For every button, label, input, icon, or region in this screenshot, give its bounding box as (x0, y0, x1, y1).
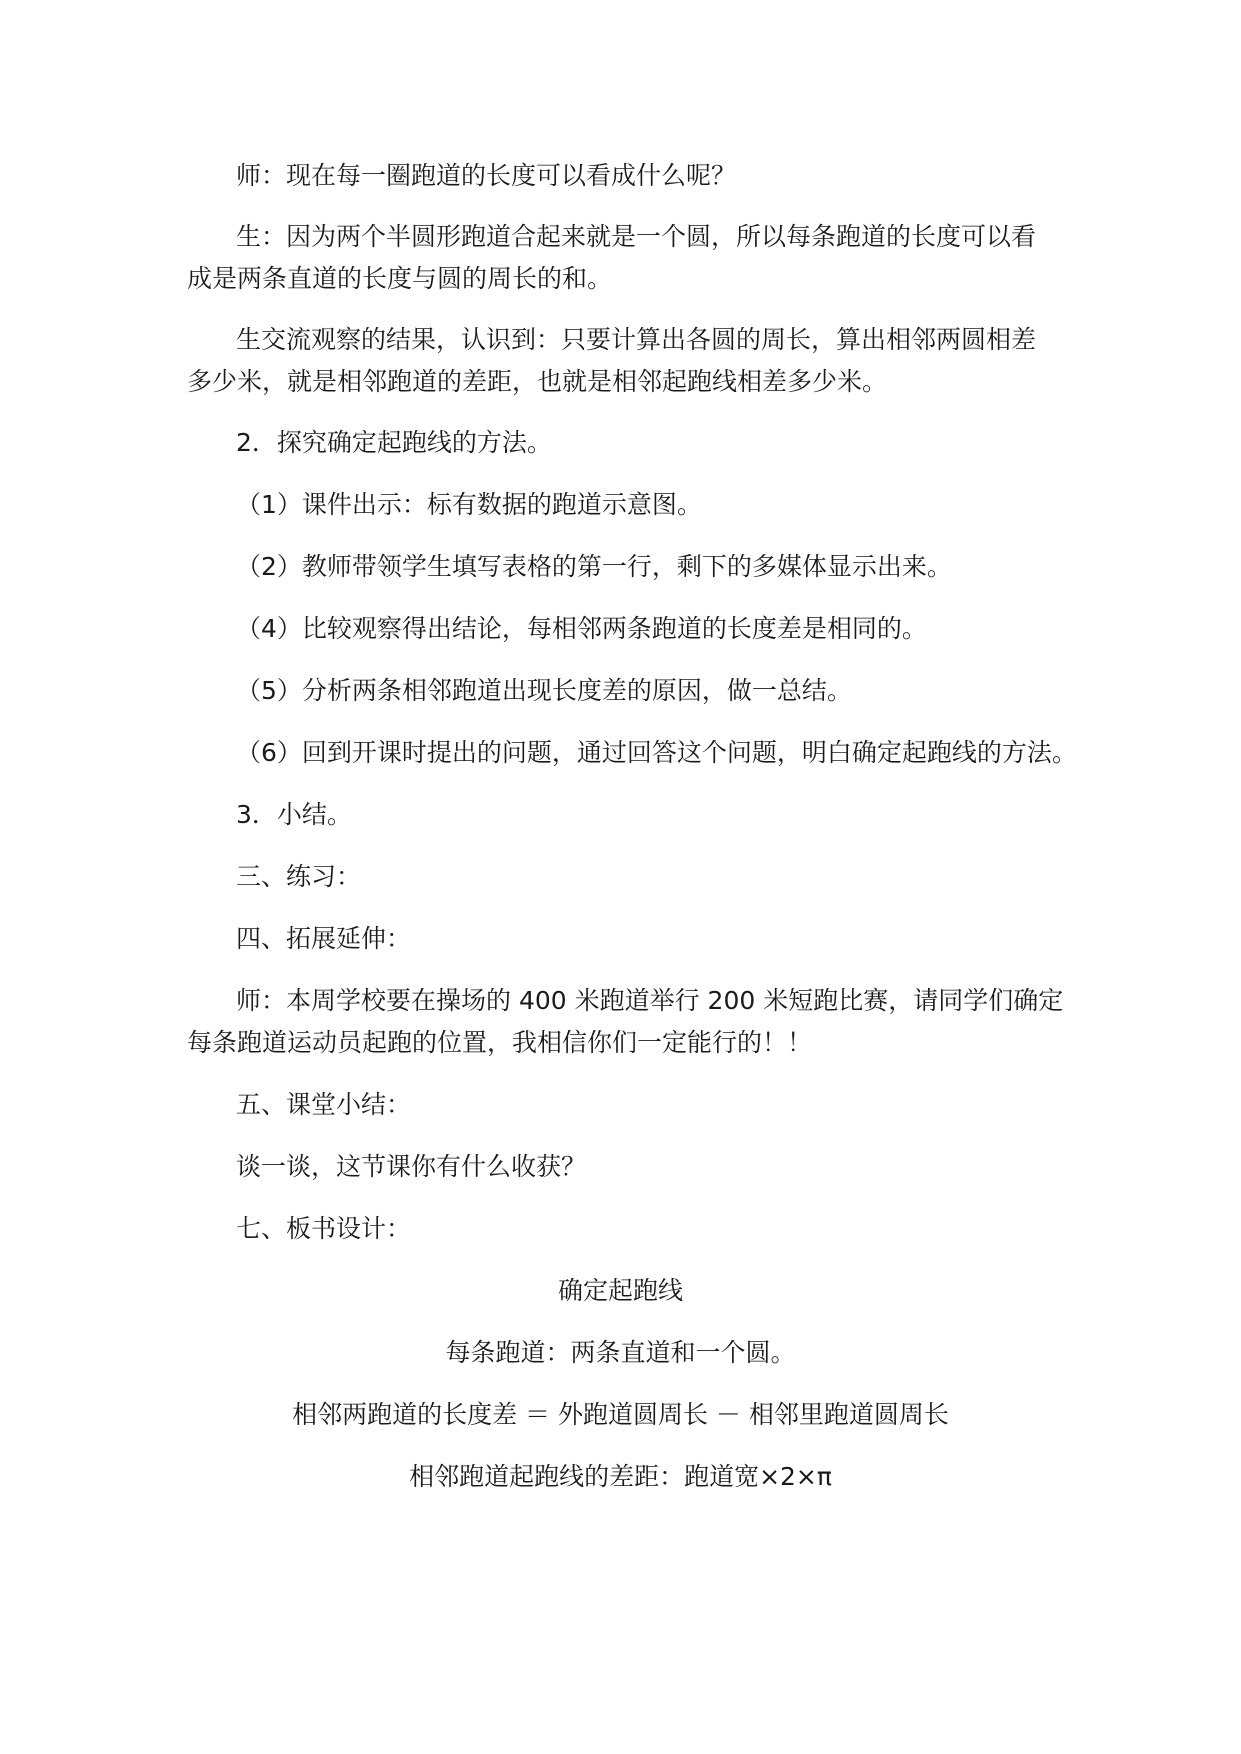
board-line-3: 相邻跑道起跑线的差距：跑道宽×2×π (409, 1462, 832, 1491)
heading-class-summary: 五、课堂小结： (236, 1090, 412, 1119)
paragraph-student-answer-line1: 生：因为两个半圆形跑道合起来就是一个圆，所以每条跑道的长度可以看 (236, 222, 1037, 251)
paragraph-teacher-task-line1: 师：本周学校要在操场的 400 米跑道举行 200 米短跑比赛，请同学们确定 (236, 986, 1064, 1015)
paragraph-observation-line2: 多少米，就是相邻跑道的差距，也就是相邻起跑线相差多少米。 (187, 367, 888, 396)
paragraph-step-5: （5）分析两条相邻跑道出现长度差的原因，做一总结。 (236, 676, 852, 705)
paragraph-teacher-task-line2: 每条跑道运动员起跑的位置，我相信你们一定能行的！！ (187, 1028, 813, 1057)
paragraph-step-1: （1）课件出示：标有数据的跑道示意图。 (236, 490, 702, 519)
heading-practice: 三、练习： (236, 862, 362, 891)
paragraph-step-2: （2）教师带领学生填写表格的第一行，剩下的多媒体显示出来。 (236, 552, 952, 581)
paragraph-teacher-question: 师：现在每一圈跑道的长度可以看成什么呢？ (236, 161, 737, 190)
board-line-1: 每条跑道：两条直道和一个圆。 (445, 1338, 796, 1367)
paragraph-section-3: 3．小结。 (236, 800, 352, 829)
paragraph-step-4: （4）比较观察得出结论，每相邻两条跑道的长度差是相同的。 (236, 614, 927, 643)
paragraph-student-answer-line2: 成是两条直道的长度与圆的周长的和。 (187, 264, 613, 293)
board-title: 确定起跑线 (557, 1276, 683, 1305)
board-line-2: 相邻两跑道的长度差 ＝ 外跑道圆周长 － 相邻里跑道圆周长 (292, 1400, 949, 1429)
paragraph-step-6: （6）回到开课时提出的问题，通过回答这个问题，明白确定起跑线的方法。 (236, 738, 1077, 767)
heading-extension: 四、拓展延伸： (236, 924, 412, 953)
heading-board-design: 七、板书设计： (236, 1214, 412, 1243)
paragraph-discussion: 谈一谈，这节课你有什么收获？ (236, 1152, 587, 1181)
paragraph-section-2: 2．探究确定起跑线的方法。 (236, 428, 552, 457)
paragraph-observation-line1: 生交流观察的结果，认识到：只要计算出各圆的周长，算出相邻两圆相差 (236, 325, 1037, 354)
